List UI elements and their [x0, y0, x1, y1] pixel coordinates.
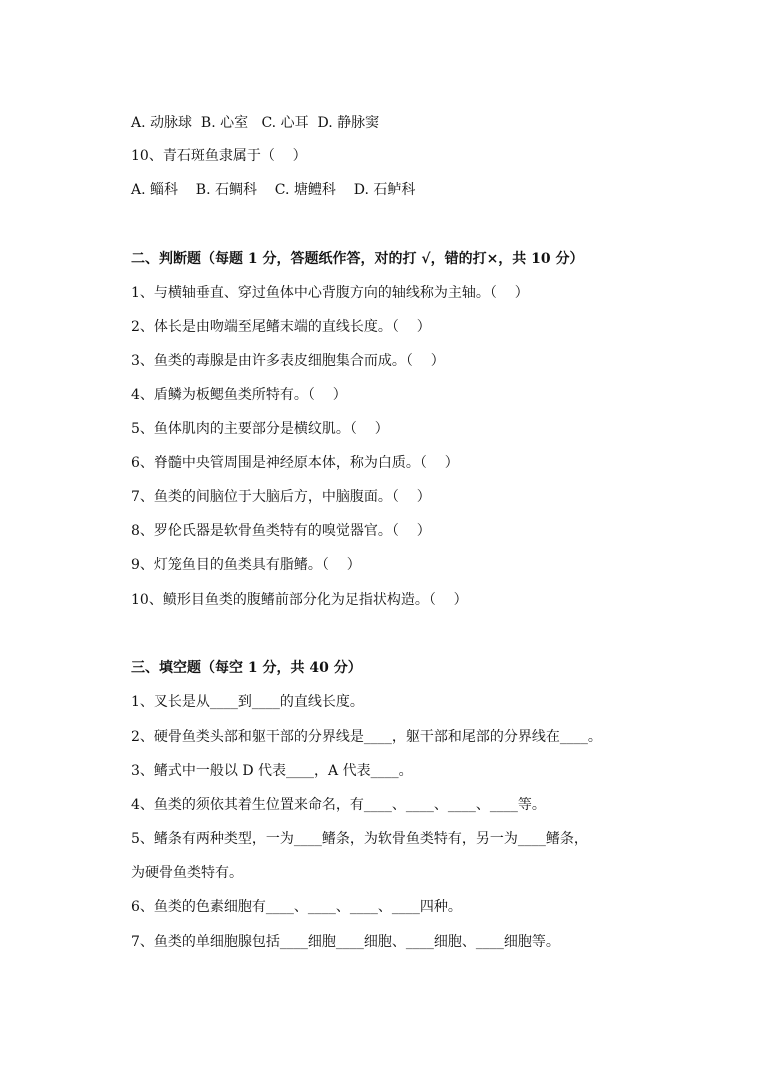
fill-item: 7、鱼类的单细胞腺包括____细胞____细胞、____细胞、____细胞等。 [131, 934, 560, 950]
judgment-item: 1、与横轴垂直、穿过鱼体中心背腹方向的轴线称为主轴。（ ） [131, 285, 529, 301]
section3-heading: 三、填空题（每空 1 分，共 40 分） [131, 660, 362, 676]
q9-options: A. 动脉球 B. 心室 C. 心耳 D. 静脉窦 [131, 115, 380, 131]
fill-item: 4、鱼类的须依其着生位置来命名，有____、____、____、____等。 [131, 797, 546, 813]
fill-item-continuation: 为硬骨鱼类特有。 [131, 865, 243, 881]
judgment-item: 9、灯笼鱼目的鱼类具有脂鳍。（ ） [131, 557, 361, 573]
judgment-item: 6、脊髓中央管周围是神经原本体，称为白质。（ ） [131, 455, 459, 471]
judgment-item: 4、盾鳞为板鳃鱼类所特有。（ ） [131, 387, 347, 403]
judgment-item: 10、鲼形目鱼类的腹鳍前部分化为足指状构造。（ ） [131, 592, 468, 608]
judgment-item: 2、体长是由吻端至尾鳍末端的直线长度。（ ） [131, 319, 431, 335]
q10-question: 10、青石斑鱼隶属于（ ） [131, 148, 307, 164]
judgment-item: 5、鱼体肌肉的主要部分是横纹肌。（ ） [131, 421, 389, 437]
fill-item: 2、硬骨鱼类头部和躯干部的分界线是____，躯干部和尾部的分界线在____。 [131, 729, 602, 745]
fill-item: 5、鳍条有两种类型，一为____鳍条，为软骨鱼类特有，另一为____鳍条， [131, 831, 588, 847]
q10-options: A. 鲻科 B. 石鲷科 C. 塘鳢科 D. 石鲈科 [131, 182, 416, 198]
judgment-item: 7、鱼类的间脑位于大脑后方，中脑腹面。（ ） [131, 489, 431, 505]
fill-item: 6、鱼类的色素细胞有____、____、____、____四种。 [131, 899, 462, 915]
fill-item: 3、鳍式中一般以 D 代表____，A 代表____。 [131, 763, 413, 779]
judgment-item: 8、罗伦氏器是软骨鱼类特有的嗅觉器官。（ ） [131, 523, 431, 539]
section2-heading: 二、判断题（每题 1 分，答题纸作答，对的打 √，错的打×，共 10 分） [131, 251, 584, 267]
fill-item: 1、叉长是从____到____的直线长度。 [131, 694, 364, 710]
judgment-item: 3、鱼类的毒腺是由许多表皮细胞集合而成。（ ） [131, 353, 445, 369]
